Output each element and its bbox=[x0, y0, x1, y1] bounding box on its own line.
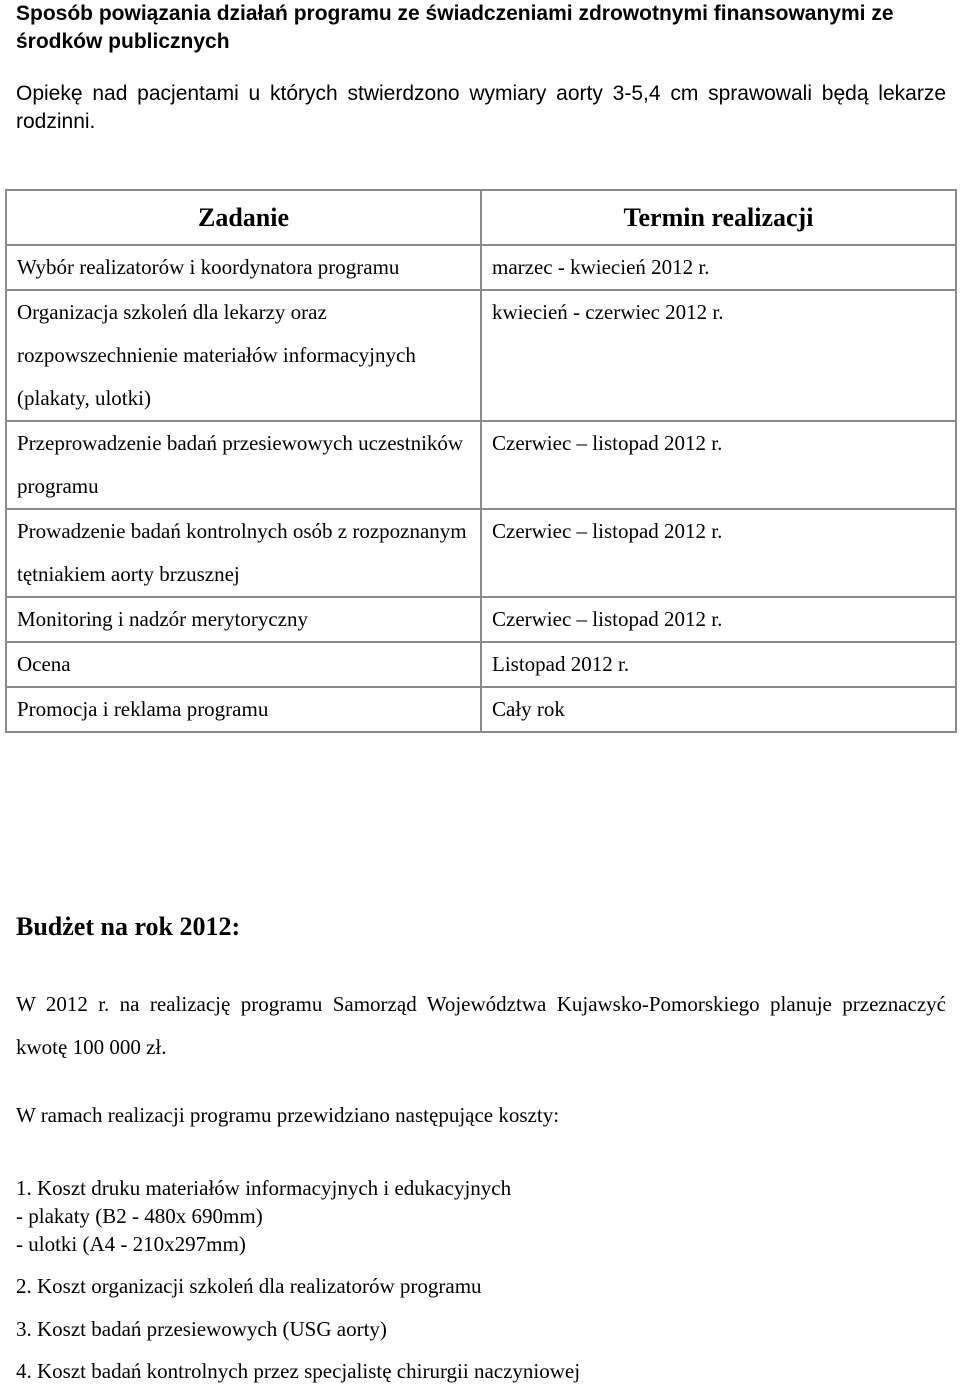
schedule-table bbox=[5, 189, 957, 733]
cost-item-1-title: 1. Koszt druku materiałów informacyjnych i edukacyjnych bbox=[16, 1176, 512, 1200]
task-cell: Promocja i reklama programu bbox=[6, 687, 481, 732]
cost-item-3: 3. Koszt badań przesiewowych (USG aorty) bbox=[16, 1317, 387, 1341]
column-header-task: Zadanie bbox=[6, 190, 481, 245]
cost-item-1-sub-posters: - plakaty (B2 - 480x 690mm) bbox=[16, 1204, 263, 1228]
term-cell: marzec - kwiecień 2012 r. bbox=[481, 245, 956, 290]
task-cell: Przeprowadzenie badań przesiewowych uczestników programu bbox=[6, 421, 481, 509]
table-row bbox=[6, 290, 956, 421]
task-cell: Monitoring i nadzór merytoryczny bbox=[6, 597, 481, 642]
intro-paragraph: Opiekę nad pacjentami u których stwierdzono wymiary aorty 3-5,4 cm sprawowali będą lekarze rodzinni. bbox=[16, 82, 946, 133]
column-header-term: Termin realizacji bbox=[481, 190, 956, 245]
budget-heading: Budżet na rok 2012: bbox=[16, 912, 241, 941]
table-row bbox=[6, 509, 956, 597]
table-row bbox=[6, 642, 956, 687]
task-cell: Ocena bbox=[6, 642, 481, 687]
costs-intro-paragraph: W ramach realizacji programu przewidziano następujące koszty: bbox=[16, 1103, 560, 1127]
task-cell: Prowadzenie badań kontrolnych osób z rozpoznanym tętniakiem aorty brzusznej bbox=[6, 509, 481, 597]
term-cell: kwiecień - czerwiec 2012 r. bbox=[481, 290, 956, 421]
task-cell: Organizacja szkoleń dla lekarzy oraz rozpowszechnienie materiałów informacyjnych (plakaty, ulotki) bbox=[6, 290, 481, 421]
term-cell: Czerwiec – listopad 2012 r. bbox=[481, 421, 956, 509]
table-row bbox=[6, 245, 956, 290]
term-cell: Czerwiec – listopad 2012 r. bbox=[481, 597, 956, 642]
cost-item-4: 4. Koszt badań kontrolnych przez specjalistę chirurgii naczyniowej bbox=[16, 1359, 581, 1383]
table-row bbox=[6, 421, 956, 509]
budget-paragraph: W 2012 r. na realizację programu Samorząd Województwa Kujawsko-Pomorskiego planuje przeznaczyć kwotę 100 000 zł. bbox=[16, 992, 946, 1059]
cost-item-1-sub-leaflets: - ulotki (A4 - 210x297mm) bbox=[16, 1232, 246, 1256]
table-row bbox=[6, 687, 956, 732]
term-cell: Czerwiec – listopad 2012 r. bbox=[481, 509, 956, 597]
term-cell: Cały rok bbox=[481, 687, 956, 732]
table-row bbox=[6, 597, 956, 642]
task-cell: Wybór realizatorów i koordynatora programu bbox=[6, 245, 481, 290]
cost-item-2: 2. Koszt organizacji szkoleń dla realizatorów programu bbox=[16, 1274, 482, 1298]
section-heading: Sposób powiązania działań programu ze świadczeniami zdrowotnymi finansowanymi ze środków publicznych bbox=[16, 2, 894, 53]
cost-item-1 bbox=[16, 1174, 946, 1258]
table-header-row bbox=[6, 190, 956, 245]
term-cell: Listopad 2012 r. bbox=[481, 642, 956, 687]
